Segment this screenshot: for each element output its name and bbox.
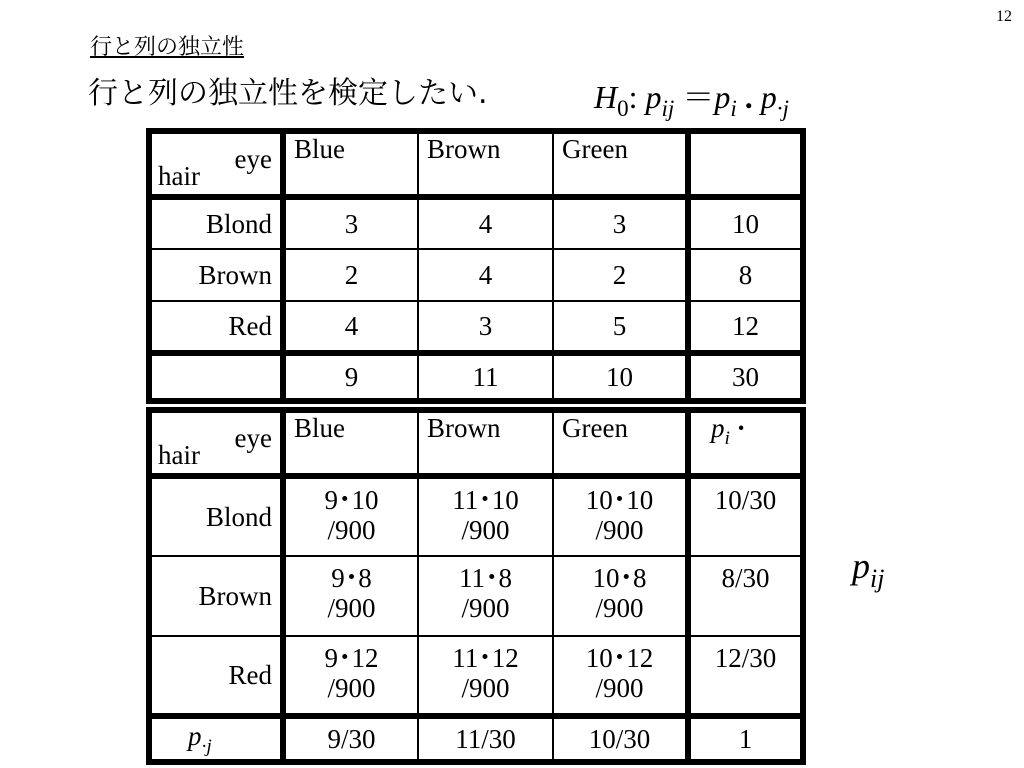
expected-probability-table — [146, 407, 806, 765]
formula-p2-sub: i — [730, 95, 737, 122]
denominator: /900 — [595, 673, 644, 703]
pij-p: p — [852, 546, 870, 586]
column-total-cell: 9 — [283, 353, 418, 401]
count-cell: 2 — [553, 249, 688, 301]
table-row — [149, 556, 803, 636]
formula-p2: p — [714, 79, 731, 115]
pj-label — [149, 716, 283, 762]
denominator: /900 — [461, 515, 510, 545]
table-row — [149, 197, 803, 249]
count-cell: 3 — [283, 197, 418, 249]
corner-cell — [149, 131, 283, 197]
row-label: Brown — [149, 249, 283, 301]
numerator: 11･12 — [452, 643, 519, 673]
count-cell: 4 — [283, 301, 418, 353]
page-number: 12 — [996, 8, 1012, 25]
row-label: Red — [149, 301, 283, 353]
count-cell: 2 — [283, 249, 418, 301]
pi-cell: 8/30 — [688, 556, 803, 636]
pi-sub: i — [724, 427, 730, 449]
column-header: Green — [553, 131, 688, 197]
denominator: /900 — [595, 515, 644, 545]
count-cell: 4 — [418, 249, 553, 301]
pj-total-cell: 1 — [688, 716, 803, 762]
table-row — [149, 636, 803, 716]
formula-p1-sub: ij — [661, 95, 675, 122]
pj-cell: 9/30 — [283, 716, 418, 762]
numerator: 11･8 — [459, 563, 512, 593]
row-label: Blond — [149, 197, 283, 249]
corner-hair-label: hair — [158, 161, 200, 191]
column-header: Brown — [418, 131, 553, 197]
count-cell: 3 — [418, 301, 553, 353]
denominator: /900 — [461, 593, 510, 623]
formula-dot: . — [744, 79, 753, 115]
table-row — [149, 301, 803, 353]
numerator: 11･10 — [452, 485, 519, 515]
slide-subtitle: 行と列の独立性 — [90, 35, 245, 60]
observed-counts-table — [146, 128, 806, 404]
column-header: Blue — [283, 131, 418, 197]
pj-cell: 11/30 — [418, 716, 553, 762]
formula-h: H — [594, 79, 618, 115]
formula-equals: ＝ — [682, 79, 715, 115]
table-row — [149, 476, 803, 556]
table-row — [149, 249, 803, 301]
row-label: Brown — [149, 556, 283, 636]
product-cell — [418, 636, 553, 716]
pj-row — [149, 716, 803, 762]
numerator: 10･12 — [585, 643, 654, 673]
product-cell — [283, 636, 418, 716]
pi-p: p — [711, 413, 725, 443]
column-total-cell: 10 — [553, 353, 688, 401]
denominator: /900 — [327, 673, 376, 703]
column-total-cell: 11 — [418, 353, 553, 401]
corner-hair-label: hair — [158, 440, 200, 470]
product-cell — [283, 556, 418, 636]
denominator: /900 — [595, 593, 644, 623]
column-header — [688, 131, 803, 197]
formula-colon: : — [628, 79, 638, 115]
null-hypothesis-formula — [594, 72, 789, 122]
numerator: 9･10 — [324, 485, 379, 515]
column-header: Brown — [418, 410, 553, 476]
grand-total-cell: 30 — [688, 353, 803, 401]
slide-heading: 行と列の独立性を検定したい. — [88, 76, 488, 111]
count-cell: 3 — [553, 197, 688, 249]
column-header: Green — [553, 410, 688, 476]
corner-eye-label: eye — [234, 423, 272, 453]
product-cell — [553, 636, 688, 716]
denominator: /900 — [327, 593, 376, 623]
product-cell — [553, 476, 688, 556]
product-cell — [283, 476, 418, 556]
pi-cell: 10/30 — [688, 476, 803, 556]
pij-sub: ij — [870, 564, 885, 594]
product-cell — [418, 476, 553, 556]
pj-cell: 10/30 — [553, 716, 688, 762]
product-cell — [553, 556, 688, 636]
formula-p3: p — [760, 79, 777, 115]
totals-row — [149, 353, 803, 401]
row-label: Blond — [149, 476, 283, 556]
pj-p: p — [188, 720, 202, 751]
numerator: 9･12 — [324, 643, 379, 673]
corner-cell — [149, 410, 283, 476]
count-cell: 5 — [553, 301, 688, 353]
count-cell: 4 — [418, 197, 553, 249]
denominator: /900 — [461, 673, 510, 703]
formula-p3-sub: ·j — [776, 95, 789, 122]
pi-header — [688, 410, 803, 476]
corner-eye-label: eye — [234, 144, 272, 174]
row-total-cell: 12 — [688, 301, 803, 353]
row-label: Red — [149, 636, 283, 716]
numerator: 10･10 — [585, 485, 654, 515]
totals-label — [149, 353, 283, 401]
pi-dot: · — [736, 413, 746, 443]
pi-cell: 12/30 — [688, 636, 803, 716]
formula-p1: p — [645, 79, 662, 115]
denominator: /900 — [327, 515, 376, 545]
pj-sub: ·j — [201, 735, 212, 757]
row-total-cell: 10 — [688, 197, 803, 249]
numerator: 10･8 — [592, 563, 647, 593]
column-header: Blue — [283, 410, 418, 476]
product-cell — [418, 556, 553, 636]
numerator: 9･8 — [331, 563, 372, 593]
formula-h-sub: 0 — [617, 95, 629, 122]
pij-label — [852, 545, 884, 594]
row-total-cell: 8 — [688, 249, 803, 301]
